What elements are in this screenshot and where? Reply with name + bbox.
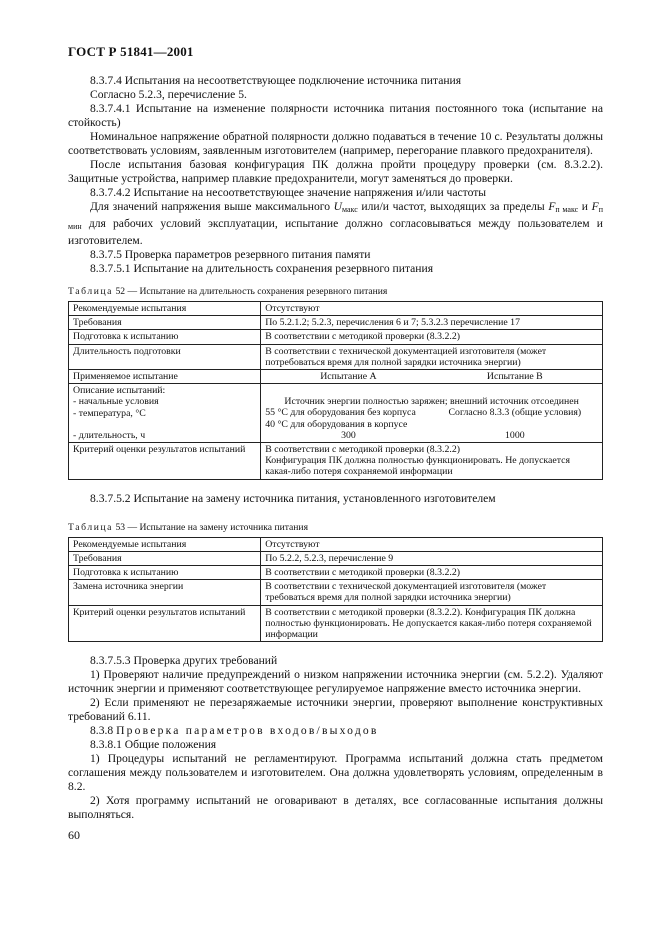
temperature-a2: 40 °С для оборудования в корпусе	[265, 418, 408, 430]
subscript-f-min: п мин	[68, 205, 603, 231]
values-text-c: для рабочих условий эксплуатации, испытание должно согласовываться между пользователем и изготовителем.	[68, 217, 603, 247]
duration-a: 300	[341, 429, 356, 441]
values-text-a: Для значений напряжения выше максимального	[90, 200, 331, 213]
table-row	[69, 443, 603, 480]
table-52	[68, 301, 603, 480]
table-row	[69, 330, 603, 344]
table-53	[68, 537, 603, 643]
table-row	[69, 605, 603, 642]
table-row	[69, 316, 603, 330]
table-cell: Подготовка к испытанию	[69, 566, 261, 580]
table-cell: В соответствии с методикой проверки (8.3.2.2)	[261, 330, 603, 344]
test-b-label: Испытание В	[486, 371, 543, 383]
table-row	[69, 370, 603, 384]
subscript-max: макс	[341, 205, 358, 214]
subscript-f-max: п макс	[555, 205, 579, 214]
section-reference: Согласно 5.2.3, перечисление 5.	[90, 88, 247, 101]
table-cell: Требования	[69, 551, 261, 565]
table-row	[69, 551, 603, 565]
table-53-caption-text: 53 — Испытание на замену источника питания	[115, 521, 308, 533]
table-cell: Отсутствуют	[261, 537, 603, 551]
values-text-and: и	[581, 200, 589, 213]
section-8-3-7-5-title: 8.3.7.5 Проверка параметров резервного питания памяти	[90, 248, 371, 261]
table-52-caption	[68, 285, 603, 299]
table-row	[69, 344, 603, 369]
symbol-f-min: F	[591, 200, 599, 213]
table-cell: Рекомендуемые испытания	[69, 302, 261, 316]
section-8-3-7-4-1: 8.3.7.4.1 Испытание на изменение полярности источника питания постоянного тока (испытание на стойкость)	[68, 102, 603, 129]
table-cell: Замена источника энергии	[69, 580, 261, 605]
table-52-caption-label: Таблица	[68, 286, 114, 297]
duration-label: - длительность, ч	[73, 429, 146, 441]
duration-b: 1000	[505, 429, 525, 441]
symbol-f-max: F	[548, 200, 556, 213]
page-number: 60	[68, 828, 80, 842]
table-cell	[261, 370, 603, 384]
table-cell: В соответствии с методикой проверки (8.3.2.2)	[261, 566, 603, 580]
values-text-b: или/и частот, выходящих за пределы	[361, 200, 545, 213]
table-cell	[69, 384, 261, 443]
paragraph-nominal-voltage: Номинальное напряжение обратной полярности должно подаваться в течение 10 с. Результаты должны соответствовать условиям, заявленным изготовителем (например, перегорание плавкого предохранителя).	[68, 130, 603, 157]
criterion-line-1: В соответствии с методикой проверки (8.3.2.2)	[265, 444, 460, 456]
section-8-3-7-5-3-item-1: 1) Проверяют наличие предупреждений о низком напряжении источника энергии (см. 5.2.2). Удаляют источник энергии и применяют соответствующее регулируемое напряжение вместо источника энергии.	[68, 668, 603, 696]
section-8-3-8-1-item-1: 1) Процедуры испытаний не регламентируют. Программа испытаний должна стать предметом соглашения между пользователем и изготовителем. Она должна удовлетворять условиям, определенным в 8.2.	[68, 752, 603, 794]
table-cell: Длительность подготовки	[69, 344, 261, 369]
page-content	[68, 74, 603, 822]
table-cell: Отсутствуют	[261, 302, 603, 316]
table-cell: По 5.2.1.2; 5.2.3, перечисления 6 и 7; 5.3.2.3 перечисление 17	[261, 316, 603, 330]
section-8-3-8-number: 8.3.8	[90, 724, 114, 738]
section-8-3-8-title	[68, 724, 603, 738]
table-cell	[261, 384, 603, 443]
section-8-3-8-1-title: 8.3.8.1 Общие положения	[90, 738, 217, 752]
table-cell: Критерий оценки результатов испытаний	[69, 443, 261, 480]
table-52-caption-text: 52 — Испытание на длительность сохранения резервного питания	[115, 286, 388, 297]
section-8-3-7-5-1: 8.3.7.5.1 Испытание на длительность сохранения резервного питания	[90, 262, 434, 275]
table-row	[69, 384, 603, 443]
section-8-3-7-4-title: 8.3.7.4 Испытания на несоответствующее подключение источника питания	[90, 74, 462, 87]
table-cell: Подготовка к испытанию	[69, 330, 261, 344]
table-cell: Требования	[69, 316, 261, 330]
criterion-line-2: Конфигурация ПК должна полностью функционировать. Не допускается какая-либо потеря сохраняемой информации	[265, 455, 570, 478]
table-cell	[261, 443, 603, 480]
initial-conditions-label: - начальные условия	[73, 396, 159, 408]
paragraph-voltage-values	[68, 200, 603, 248]
desc-label: Описание испытаний:	[73, 385, 166, 397]
table-cell: В соответствии с технической документацией изготовителя (может потребоваться время для полной зарядки источника энергии)	[261, 344, 603, 369]
table-53-caption-label: Таблица	[68, 521, 114, 533]
table-cell: Рекомендуемые испытания	[69, 537, 261, 551]
page-header: ГОСТ Р 51841—2001	[68, 44, 194, 59]
table-cell: В соответствии с методикой проверки (8.3.2.2). Конфигурация ПК должна полностью функционировать. Не допускается какая-либо потеря сохраняемой информации	[261, 605, 603, 642]
paragraph-after-test: После испытания базовая конфигурация ПК должна пройти процедуру проверки (см. 8.3.2.2). Защитные устройства, например плавкие предохранители, могут заменяться до проверки.	[68, 158, 603, 185]
section-8-3-8-1-item-2: 2) Хотя программу испытаний не оговаривают в деталях, все согласованные испытания должны выполняться.	[68, 794, 603, 822]
initial-conditions-value: Источник энергии полностью заряжен; внешний источник отсоединен	[284, 396, 579, 408]
temperature-b: Согласно 8.3.3 (общие условия)	[448, 407, 582, 419]
table-cell: Критерий оценки результатов испытаний	[69, 605, 261, 642]
table-row	[69, 566, 603, 580]
section-8-3-8-heading: Проверка параметров входов/выходов	[116, 724, 379, 738]
table-row	[69, 302, 603, 316]
symbol-u: U	[333, 200, 342, 213]
section-8-3-7-4-2: 8.3.7.4.2 Испытание на несоответствующее значение напряжения и/или частоты	[90, 186, 487, 199]
temperature-label: - температура, °С	[73, 407, 146, 419]
table-53-caption	[68, 521, 603, 535]
section-8-3-7-5-3-title: 8.3.7.5.3 Проверка других требований	[90, 654, 278, 668]
temperature-a1: 55 °С для оборудования без корпуса	[265, 407, 416, 419]
test-a-label: Испытание А	[320, 371, 377, 383]
table-cell: По 5.2.2, 5.2.3, перечисление 9	[261, 551, 603, 565]
section-8-3-7-5-2: 8.3.7.5.2 Испытание на замену источника питания, установленного изготовителем	[90, 491, 496, 505]
table-cell: В соответствии с технической документацией изготовителя (может требоваться время для полной зарядки источника энергии)	[261, 580, 603, 605]
section-8-3-7-5-3-item-2: 2) Если применяют не перезаряжаемые источники энергии, проверяют выполнение конструктивных требований 6.11.	[68, 696, 603, 724]
table-cell: Применяемое испытание	[69, 370, 261, 384]
table-row	[69, 580, 603, 605]
table-row	[69, 537, 603, 551]
